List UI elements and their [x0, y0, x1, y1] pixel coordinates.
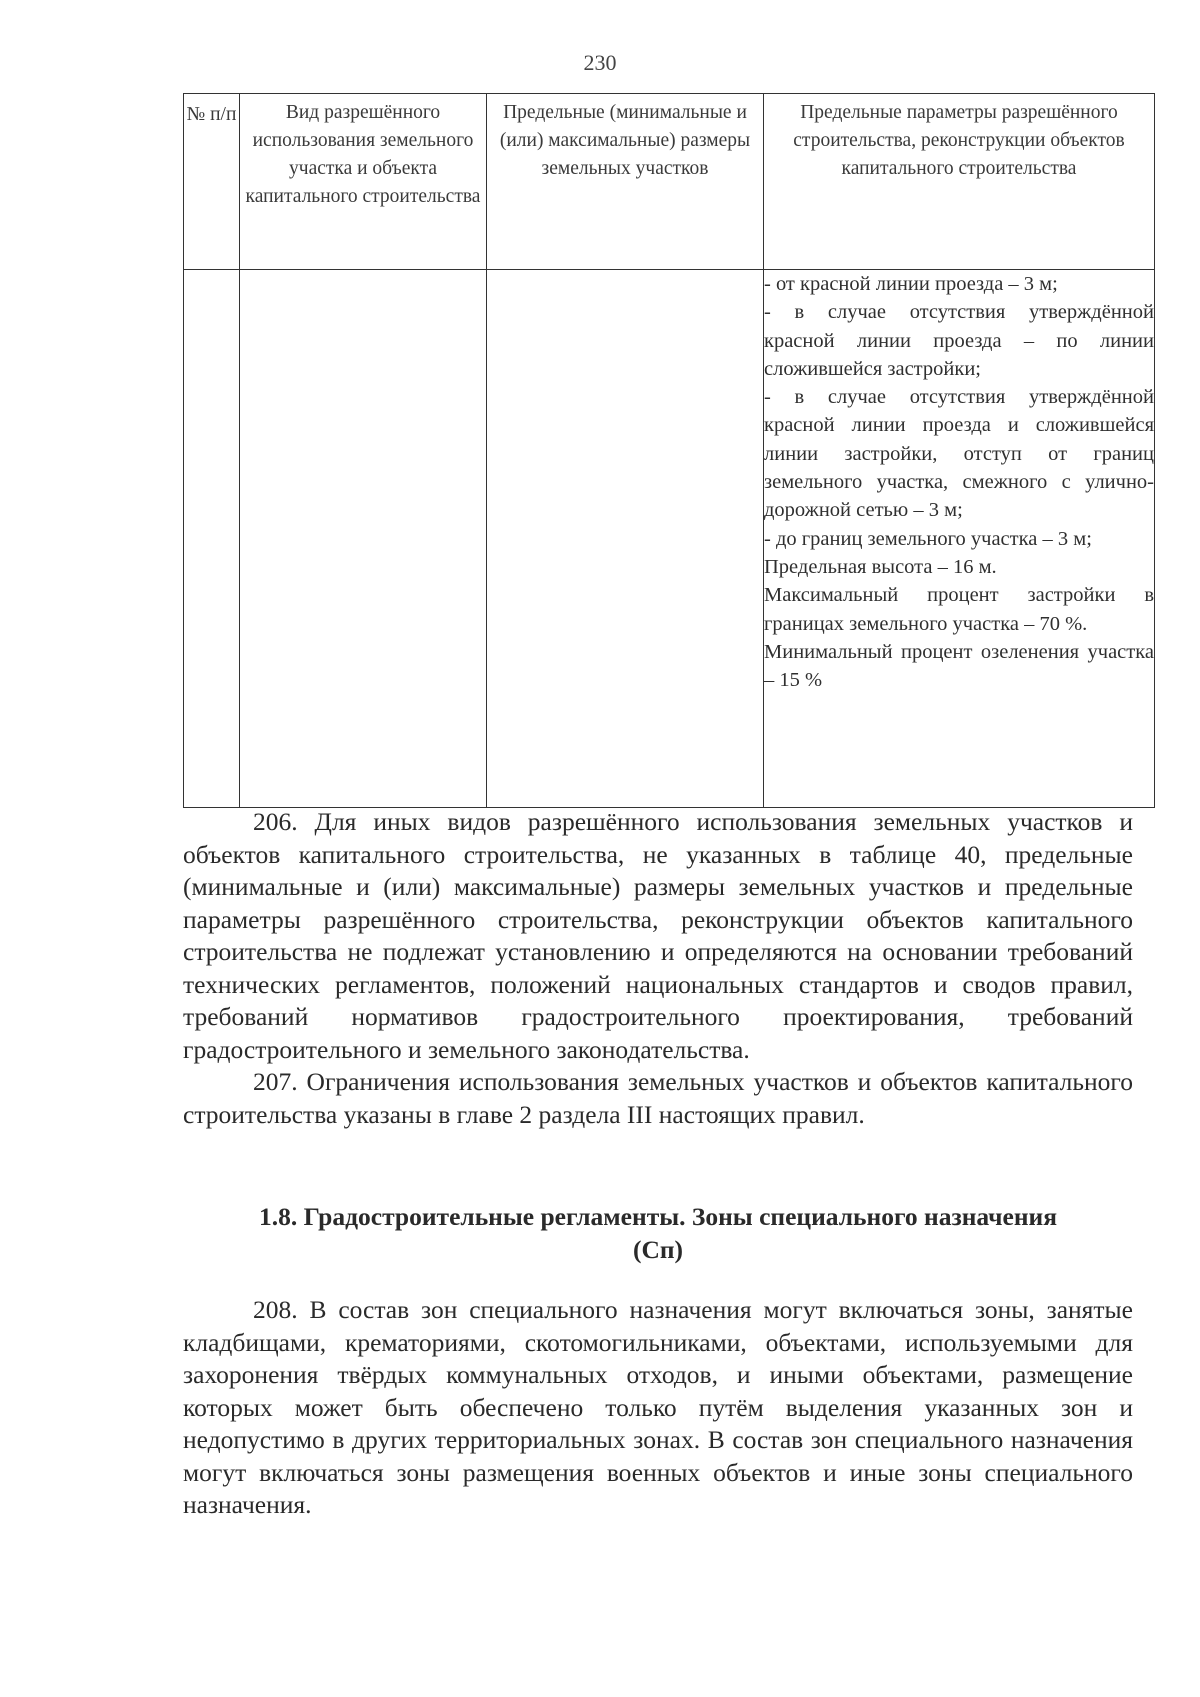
header-construction-params: Предельные параметры разрешённого строительства, реконструкции объектов капитального строительства — [764, 94, 1155, 270]
page-number: 230 — [583, 50, 617, 75]
header-number: № п/п — [184, 94, 240, 270]
cell-plot-sizes — [487, 270, 764, 808]
param-line: - до границ земельного участка – 3 м; — [764, 527, 1092, 550]
paragraph-206: 206. Для иных видов разрешённого использования земельных участков и объектов капитального строительства, не указанных в таблице 40, предельные (минимальные и (или) максимальные) размеры земельных участков и предельные параметры разрешённого строительства, реконструкции объектов капитального строительства не подлежат установлению и определяются на основании требований технических регламентов, положений национальных стандартов и сводов правил, требований нормативов градостроительного проектирования, требований градостроительного и земельного законодательства. — [183, 807, 1133, 1064]
section-heading-line1: 1.8. Градостроительные регламенты. Зоны специального назначения — [258, 1202, 1058, 1231]
param-line: Минимальный процент озеленения участка – 15 % — [764, 640, 1154, 692]
param-line: - в случае отсутствия утверждённой красной линии проезда и сложившейся линии застройки, отступ от границ земельного участка, смежного с улично-дорожной сетью – 3 м; — [764, 386, 1154, 522]
paragraphs-206-207 — [183, 806, 1133, 1131]
header-plot-sizes: Предельные (минимальные и (или) максимальные) размеры земельных участков — [487, 94, 764, 270]
table-row — [184, 270, 1155, 808]
paragraph-208-block — [183, 1294, 1133, 1522]
param-line: - в случае отсутствия утверждённой красной линии проезда – по линии сложившейся застройки; — [764, 301, 1154, 380]
param-line: - от красной линии проезда – 3 м; — [764, 273, 1058, 295]
param-line: Максимальный процент застройки в границах земельного участка – 70 %. — [764, 584, 1154, 635]
paragraph-208: 208. В состав зон специального назначения могут включаться зоны, занятые кладбищами, крематориями, скотомогильниками, объектами, используемыми для захоронения твёрдых коммунальных отходов, и иными объектами, размещение которых может быть обеспечено только путём выделения указанных зон и недопустимо в других территориальных зонах. В состав зон специального назначения могут включаться зоны размещения военных объектов и иные зоны специального назначения. — [183, 1295, 1133, 1519]
parameters-table — [183, 93, 1155, 808]
section-heading — [183, 1200, 1133, 1266]
paragraph-207: 207. Ограничения использования земельных участков и объектов капитального строительства указаны в главе 2 раздела III настоящих правил. — [183, 1067, 1133, 1129]
section-heading-line2: (Сп) — [632, 1235, 684, 1264]
cell-number — [184, 270, 240, 808]
parameters-table-wrapper — [183, 93, 1152, 808]
header-permitted-use: Вид разрешённого использования земельного участка и объекта капитального строительства — [240, 94, 487, 270]
cell-permitted-use — [240, 270, 487, 808]
cell-construction-params — [764, 270, 1155, 808]
param-line: Предельная высота – 16 м. — [764, 555, 997, 578]
table-header-row — [184, 94, 1155, 270]
